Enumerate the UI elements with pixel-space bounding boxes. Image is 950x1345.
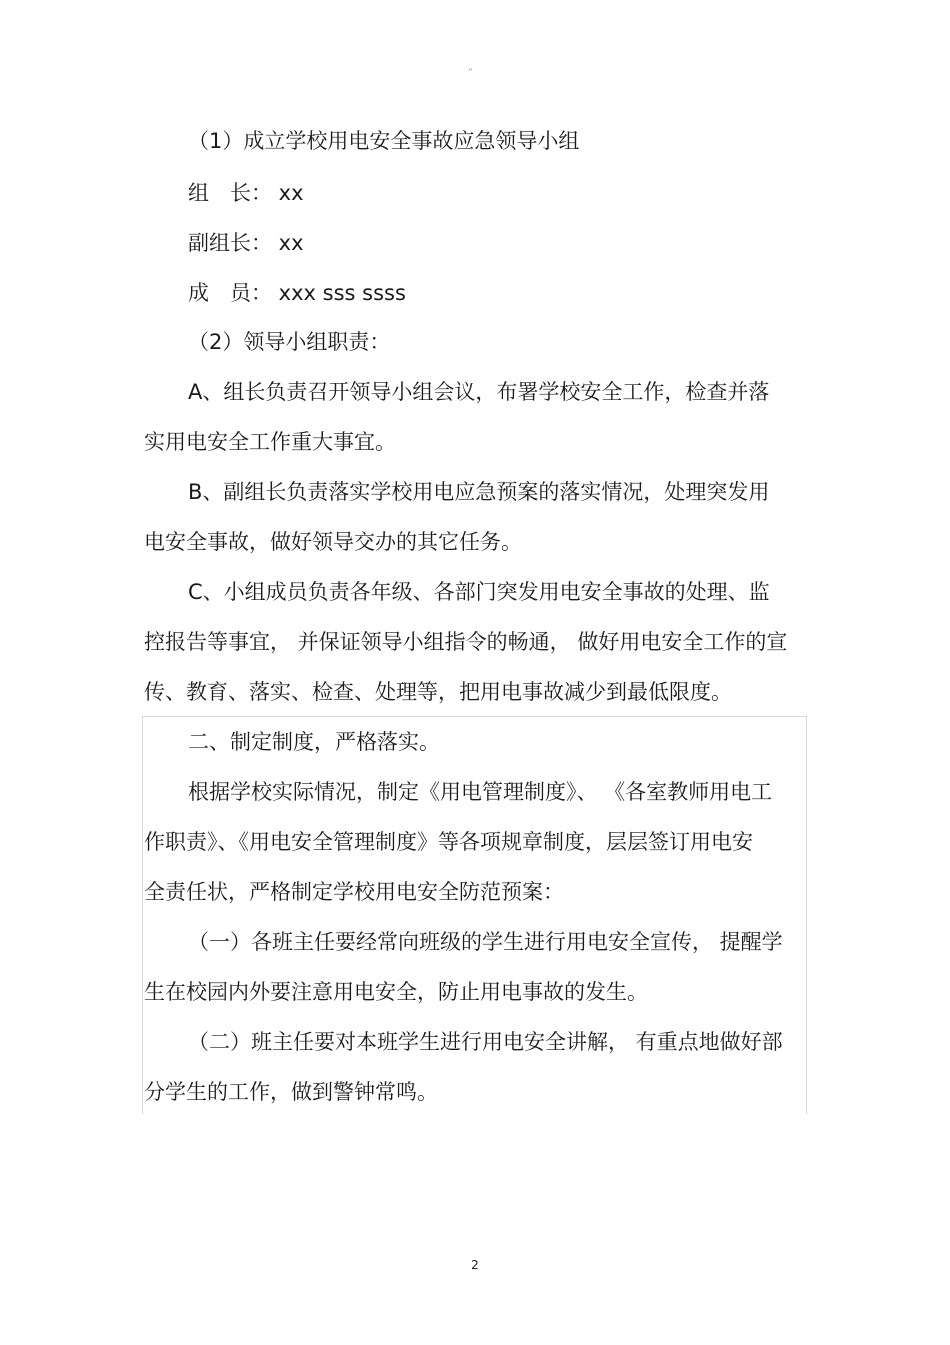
deputy-leader-line: 副组长： xx [188, 231, 304, 255]
paragraph-line: B、副组长负责落实学校用电应急预案的落实情况，处理突发用 [188, 480, 770, 504]
page-number: 2 [471, 1258, 479, 1272]
paragraph-line: 分学生的工作，做到警钟常鸣。 [144, 1080, 438, 1104]
paragraph-line: （二）班主任要对本班学生进行用电安全讲解， 有重点地做好部 [188, 1030, 783, 1054]
paragraph-line: 实用电安全工作重大事宜。 [144, 430, 396, 454]
paragraph-line: 传、教育、落实、检查、处理等，把用电事故减少到最低限度。 [144, 680, 732, 704]
bordered-region [142, 716, 807, 1114]
members-line: 成 员： xxx sss ssss [188, 281, 406, 305]
group-leader-line: 组 长： xx [188, 181, 304, 205]
paragraph-line: 控报告等事宜， 并保证领导小组指令的畅通， 做好用电安全工作的宣 [144, 630, 788, 654]
paragraph-line: A、组长负责召开领导小组会议，布署学校安全工作，检查并落 [188, 380, 770, 404]
paragraph-line: 生在校园内外要注意用电安全，防止用电事故的发生。 [144, 980, 648, 1004]
paragraph-line: C、小组成员负责各年级、各部门突发用电安全事故的处理、监 [188, 580, 770, 604]
heading-leadership-group: （1）成立学校用电安全事故应急领导小组 [188, 129, 580, 153]
header-mark: ” [468, 68, 473, 78]
paragraph-line: 作职责》、《用电安全管理制度》等各项规章制度，层层签订用电安 [144, 830, 753, 854]
paragraph-line: 电安全事故，做好领导交办的其它任务。 [144, 530, 522, 554]
paragraph-line: 根据学校实际情况，制定《用电管理制度》、 《各室教师用电工 [188, 780, 773, 804]
section-heading: 二、制定制度，严格落实。 [188, 730, 440, 754]
heading-group-duties: （2）领导小组职责： [188, 330, 391, 354]
paragraph-line: （一）各班主任要经常向班级的学生进行用电安全宣传， 提醒学 [188, 930, 783, 954]
paragraph-line: 全责任状，严格制定学校用电安全防范预案： [144, 880, 564, 904]
